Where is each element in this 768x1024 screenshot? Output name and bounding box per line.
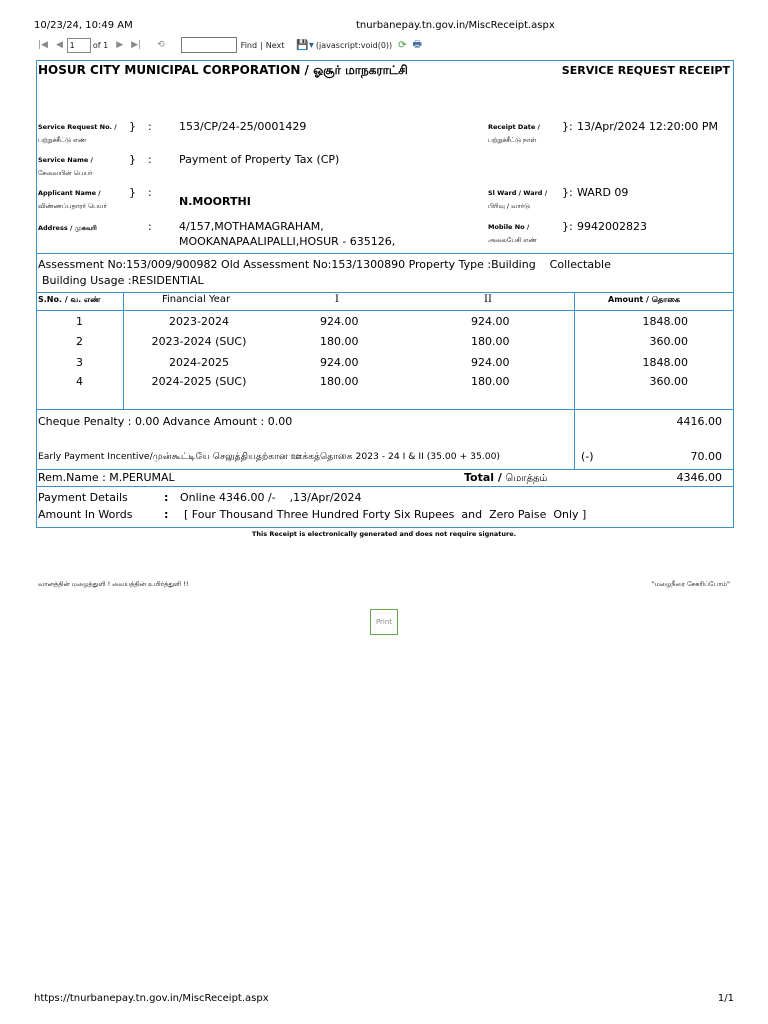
amount-in-words-value: [ Four Thousand Three Hundred Forty Six Rupees and Zero Paise Only ] — [184, 508, 587, 521]
page-of-label: of 1 — [92, 40, 109, 50]
next-page-icon[interactable]: ▶ — [116, 40, 124, 50]
applicant-name-label: Applicant Name / விண்ணப்பதாரர் பெயர் — [38, 189, 107, 210]
applicant-name-value: N.MOORTHI — [179, 195, 251, 208]
payment-top-border — [36, 486, 734, 487]
brace: } — [129, 186, 136, 199]
cell-fy: 2023-2024 — [169, 315, 229, 328]
toolbar-separator: | — [260, 40, 263, 50]
brace: } — [562, 186, 569, 199]
cell-i: 180.00 — [320, 375, 359, 388]
mobile-label: Mobile No / அலைபேசி எண் — [488, 223, 537, 244]
cell-i: 180.00 — [320, 335, 359, 348]
address-line-2: MOOKANAPAALIPALLI,HOSUR - 635126, — [179, 235, 396, 248]
address-label: Address / முகவரி — [38, 224, 97, 232]
assessment-line-1: Assessment No:153/009/900982 Old Assessment No:153/1300890 Property Type :Building Collectable — [38, 258, 611, 271]
next-link[interactable]: Next — [265, 40, 285, 50]
export-icon[interactable]: 💾▾ — [296, 39, 314, 51]
right-slogan: "மழைநீரை சேகரிப்போம்" — [651, 580, 730, 588]
rem-name: Rem.Name : M.PERUMAL — [38, 471, 175, 484]
print-datetime: 10/23/24, 10:49 AM — [34, 20, 133, 31]
cell-amount: 1848.00 — [642, 356, 688, 369]
page-number-input[interactable] — [67, 38, 91, 53]
th-ii: II — [484, 294, 492, 305]
cell-sno: 3 — [76, 356, 83, 369]
refresh-icon[interactable]: ⟳ — [398, 39, 407, 51]
th-amount: Amount / தொகை — [608, 295, 681, 304]
cell-amount: 1848.00 — [642, 315, 688, 328]
colon: : — [148, 186, 152, 199]
electronic-receipt-note: This Receipt is electronically generated and does not require signature. — [251, 530, 517, 538]
cell-sno: 1 — [76, 315, 83, 328]
mobile-value: 9942002823 — [577, 220, 647, 233]
brace: } — [562, 120, 569, 133]
total-row-border — [36, 469, 734, 470]
brace: } — [129, 120, 136, 133]
address-line-1: 4/157,MOTHAMAGRAHAM, — [179, 220, 324, 233]
last-page-icon[interactable]: ▶| — [131, 40, 142, 50]
export-link[interactable]: (javascript:void(0)) — [315, 40, 393, 50]
back-icon[interactable]: ⟲ — [157, 40, 165, 50]
amount-in-words-label: Amount In Words — [38, 508, 133, 521]
ward-value: WARD 09 — [577, 186, 629, 199]
cell-ii: 924.00 — [471, 315, 510, 328]
early-payment-incentive: Early Payment Incentive/முன்கூட்டியே செலுத்தியதற்கான ஊக்கத்தொகை 2023 - 24 I & II (35.00 + 35.00) — [38, 451, 501, 462]
th-financial-year: Financial Year — [162, 294, 231, 305]
colon: : — [148, 120, 152, 133]
find-input[interactable] — [181, 37, 237, 53]
colon: : — [164, 508, 169, 521]
ward-label: Sl Ward / Ward / பிரிவு / வார்டு — [488, 189, 548, 210]
payment-details-value: Online 4346.00 /- ,13/Apr/2024 — [180, 491, 362, 504]
cell-fy: 2024-2025 — [169, 356, 229, 369]
building-usage: Building Usage :RESIDENTIAL — [42, 274, 204, 287]
cell-ii: 180.00 — [471, 335, 510, 348]
cell-sno: 4 — [76, 375, 83, 388]
cell-fy: 2023-2024 (SUC) — [151, 335, 247, 348]
total-label: Total / மொத்தம் — [464, 471, 548, 484]
colon: : — [164, 491, 169, 504]
receipt-title: SERVICE REQUEST RECEIPT — [561, 64, 730, 77]
find-link[interactable]: Find — [240, 40, 258, 50]
colon: : — [569, 120, 573, 133]
cell-amount: 360.00 — [649, 335, 688, 348]
left-slogan: வானத்தின் மழைத்துளி ! வையத்தின் உயிர்த்துளி !! — [38, 580, 189, 588]
colon: : — [148, 220, 152, 233]
totals-top-border — [36, 409, 734, 410]
cheque-penalty: Cheque Penalty : 0.00 Advance Amount : 0.00 — [38, 415, 293, 428]
brace: } — [129, 153, 136, 166]
print-icon[interactable]: 🖶 — [412, 38, 422, 50]
print-button[interactable]: Print — [370, 609, 398, 635]
incentive-amount: 70.00 — [690, 450, 722, 463]
colon: : — [569, 186, 573, 199]
th-i: I — [335, 294, 339, 305]
print-page-title: tnurbanepay.tn.gov.in/MiscReceipt.aspx — [356, 20, 555, 31]
subtotal-amount: 4416.00 — [676, 415, 722, 428]
brace: } — [562, 220, 569, 233]
cell-i: 924.00 — [320, 315, 359, 328]
cell-i: 924.00 — [320, 356, 359, 369]
payment-details-label: Payment Details — [38, 491, 128, 504]
service-name-value: Payment of Property Tax (CP) — [179, 153, 340, 166]
service-name-label: Service Name / சேவையின் பெயர் — [38, 156, 93, 177]
col-divider — [574, 292, 575, 409]
report-toolbar — [38, 36, 422, 54]
colon: : — [148, 153, 152, 166]
cell-ii: 924.00 — [471, 356, 510, 369]
print-page-count: 1/1 — [717, 993, 734, 1004]
total-amount: 4346.00 — [676, 471, 722, 484]
receipt-date-label: Receipt Date / பற்றுச்சீட்டு நாள் — [488, 123, 540, 144]
service-request-no-value: 153/CP/24-25/0001429 — [179, 120, 307, 133]
colon: : — [569, 220, 573, 233]
cell-amount: 360.00 — [649, 375, 688, 388]
service-request-no-label: Service Request No. / பற்றுச்சீட்டு எண் — [38, 123, 117, 144]
cell-ii: 180.00 — [471, 375, 510, 388]
cell-fy: 2024-2025 (SUC) — [151, 375, 247, 388]
org-title: HOSUR CITY MUNICIPAL CORPORATION / ஓசூர் மாநகராட்சி — [38, 63, 408, 77]
incentive-sign: (-) — [581, 450, 594, 463]
first-page-icon[interactable]: |◀ — [38, 40, 48, 50]
th-sno: S.No. / வ. எண் — [38, 295, 101, 304]
cell-sno: 2 — [76, 335, 83, 348]
col-divider — [123, 292, 124, 409]
table-top-border — [36, 292, 734, 293]
col-divider — [574, 409, 575, 469]
prev-page-icon[interactable]: ◀ — [55, 40, 63, 50]
print-footer-url: https://tnurbanepay.tn.gov.in/MiscReceipt.aspx — [34, 993, 269, 1004]
receipt-date-value: 13/Apr/2024 12:20:00 PM — [577, 120, 718, 133]
divider — [36, 253, 734, 254]
table-header-border — [36, 310, 734, 311]
